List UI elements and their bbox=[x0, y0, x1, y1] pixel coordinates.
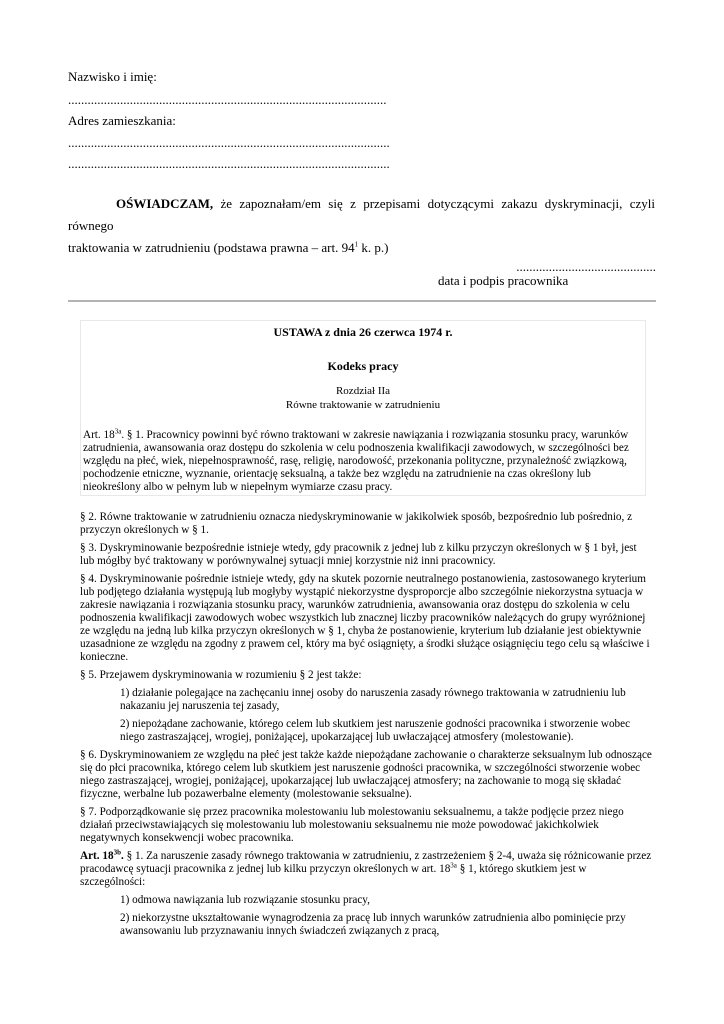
declaration-line-1 bbox=[68, 193, 655, 237]
paragraph-5: § 5. Przejawem dyskryminowania w rozumieniu § 2 jest także: bbox=[80, 669, 362, 681]
declaration-lead: OŚWIADCZAM, bbox=[116, 196, 214, 211]
statute-title: USTAWA z dnia 26 czerwca 1974 r. bbox=[273, 325, 453, 339]
statute-code: Kodeks pracy bbox=[327, 359, 399, 373]
declaration-text-b: traktowania w zatrudnieniu (podstawa prawna – art. 94 bbox=[68, 240, 355, 255]
article-18-3b bbox=[80, 850, 652, 889]
paragraph-3: § 3. Dyskryminowanie bezpośrednie istnieje wtedy, gdy pracownik z jednej lub z kilku przyczyn określonych w § 1 był, jest lub mógłby być traktowany w porównywalnej sytuacji mniej korzystnie niż inni pracownicy. bbox=[80, 542, 637, 567]
paragraph-4: § 4. Dyskryminowanie pośrednie istnieje wtedy, gdy na skutek pozornie neutralnego postanowienia, zastosowanego kryterium lub podjętego działania występują lub mogłyby wystąpić niekorzystne dysproporcje albo szczególnie niekorzystna sytuacja w zakresie nawiązania i rozwiązania stosunku pracy, warunków zatrudnienia, awansowania oraz dostępu do szkolenia w celu podnoszenia kwalifikacji zawodowych wobec wszystkich lub znacznej liczby pracowników należących do grupy wyróżnionej ze względu na jedną lub kilka przyczyn określonych w § 1, chyba że postanowienie, kryterium lub działanie jest obiektywnie uzasadnione ze względu na zgodny z prawem cel, który ma być osiągnięty, a środki służące osiągnięciu tego celu są właściwe i konieczne. bbox=[80, 573, 650, 663]
article-3b-dot: . bbox=[120, 850, 124, 862]
article-3b-prefix bbox=[80, 850, 124, 862]
address-field-dots-1[interactable]: ................................................................................................... bbox=[68, 135, 390, 150]
name-label: Nazwisko i imię: bbox=[68, 69, 157, 84]
declaration-sup: 1 bbox=[354, 240, 359, 249]
paragraph-5-item-2: 2) niepożądane zachowanie, którego celem lub skutkiem jest naruszenie godności pracownika i stworzenie wobec niego zastraszającej, wrogiej, poniżającej, upokarzającej lub uwłaczającej atmosfery (molestowanie). bbox=[120, 718, 631, 743]
statute-body bbox=[80, 511, 652, 943]
declaration-text-a: że zapoznałam/em się z przepisami dotyczącymi zakazu dyskryminacji, czyli równego bbox=[68, 196, 655, 233]
declaration bbox=[68, 193, 655, 259]
declaration-line-2 bbox=[68, 237, 655, 259]
paragraph-5-item-1: 1) działanie polegające na zachęcaniu innej osoby do naruszenia zasady równego traktowania w zatrudnieniu lub nakazaniu jej naruszenia tej zasady, bbox=[120, 687, 626, 712]
separator-line bbox=[68, 300, 656, 302]
article-3b-text-b: § 1, którego skutkiem jest w szczególności: bbox=[80, 863, 587, 888]
statute-box bbox=[80, 320, 646, 496]
article-3b-item-2: 2) niekorzystne ukształtowanie wynagrodzenia za pracę lub innych warunków zatrudnienia albo pominięcie przy awansowaniu lub przyznawaniu innych świadczeń związanych z pracą, bbox=[120, 912, 626, 937]
article-sup: 3a bbox=[114, 427, 122, 436]
paragraph-7: § 7. Podporządkowanie się przez pracownika molestowaniu lub molestowaniu seksualnemu, a także podjęcie przez niego działań przeciwstawiających się molestowaniu lub molestowaniu seksualnemu nie może powodować jakichkolwiek negatywnych konsekwencji wobec pracownika. bbox=[80, 806, 624, 844]
article-3b-item-1: 1) odmowa nawiązania lub rozwiązanie stosunku pracy, bbox=[120, 894, 370, 906]
article-3b-prefix-text: Art. 18 bbox=[80, 850, 114, 862]
paragraph-2: § 2. Równe traktowanie w zatrudnieniu oznacza niedyskryminowanie w jakikolwiek sposób, bezpośrednio lub pośrednio, z przyczyn określonych w § 1. bbox=[80, 511, 633, 536]
article-3b-text-a: § 1. Za naruszenie zasady równego traktowania w zatrudnieniu, z zastrzeżeniem § 2-4, uważa się różnicowanie przez pracodawcę sytuacji pracownika z jednej lub kilku przyczyn określonych w art. 18 bbox=[80, 850, 652, 875]
paragraph-6: § 6. Dyskryminowaniem ze względu na płeć jest także każde niepożądane zachowanie o charakterze seksualnym lub odnoszące się do płci pracownika, którego celem lub skutkiem jest naruszenie godności pracownika, w szczególności stworzenie wobec niego zastraszającej, wrogiej, poniżającej, upokarzającej lub uwłaczającej atmosfery; na zachowanie to mogą się składać fizyczne, werbalne lub pozawerbalne elementy (molestowanie seksualne). bbox=[80, 749, 652, 800]
address-field-dots-2[interactable]: ................................................................................................... bbox=[68, 156, 390, 171]
statute-chapter-title: Równe traktowanie w zatrudnieniu bbox=[285, 399, 441, 411]
article-3b-sup: 3b bbox=[113, 848, 121, 857]
article-3b-ref-sup: 3a bbox=[450, 861, 457, 870]
article-18-3a bbox=[83, 429, 641, 494]
article-prefix: Art. 18 bbox=[83, 429, 115, 441]
article-text: . § 1. Pracownicy powinni być równo traktowani w zakresie nawiązania i rozwiązania stosunku pracy, warunków zatrudnienia, awansowania oraz dostępu do szkolenia w celu podnoszenia kwalifikacji zawodowych, w szczególności bez względu na płeć, wiek, niepełnosprawność, rasę, religię, narodowość, przekonania polityczne, przynależność związkową, pochodzenie etniczne, wyznanie, orientację seksualną, a także bez względu na zatrudnienie na czas określony lub nieokreślony albo w pełnym lub w niepełnym wymiarze czasu pracy. bbox=[83, 429, 629, 493]
signature-field-dots[interactable]: ........................................... bbox=[516, 259, 656, 274]
statute-chapter: Rozdział IIa bbox=[335, 385, 391, 397]
address-label: Adres zamieszkania: bbox=[68, 113, 176, 128]
name-field-dots[interactable]: .................................................................................................. bbox=[68, 92, 387, 107]
signature-label: data i podpis pracownika bbox=[438, 273, 569, 288]
declaration-text-b-end: k. p.) bbox=[358, 240, 389, 255]
